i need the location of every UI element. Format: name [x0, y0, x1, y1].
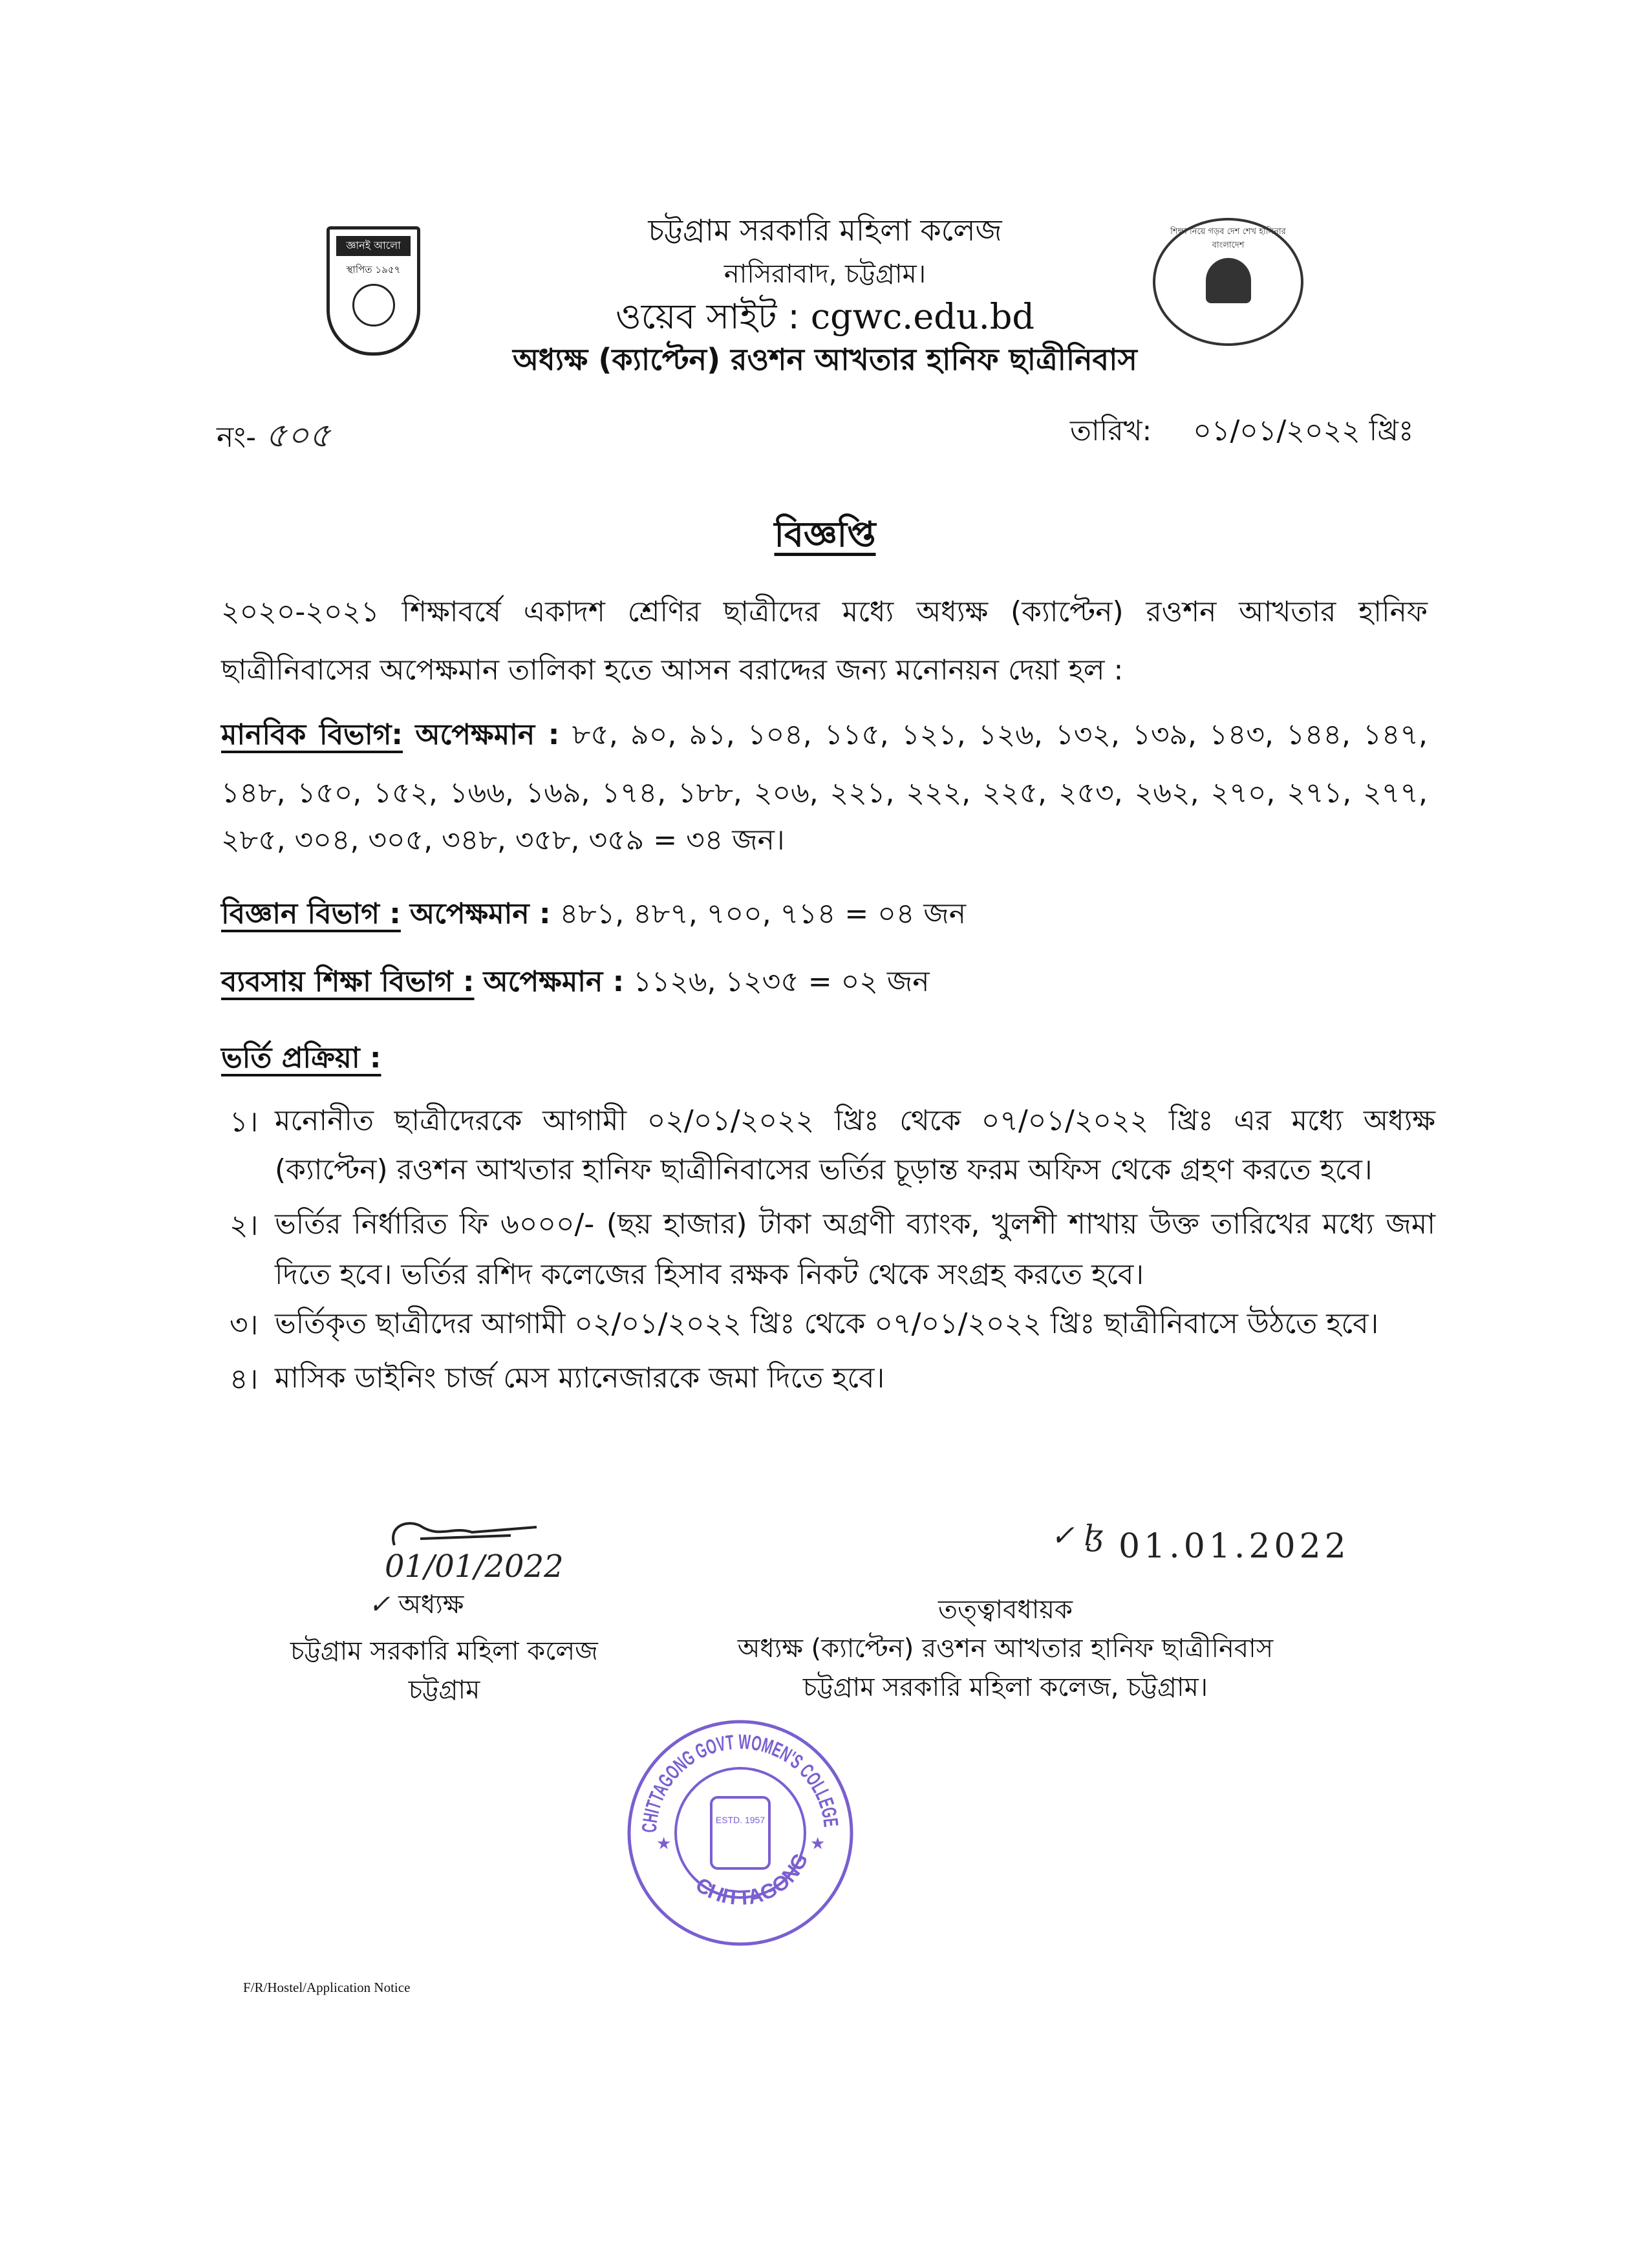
check-mark-icon: ✓: [369, 1590, 391, 1620]
superintendent-org: অধ্যক্ষ (ক্যাপ্টেন) রওশন আখতার হানিফ ছাত্রীনিবাস: [737, 1634, 1274, 1664]
procedure-item-2-line-1: ভর্তির নির্ধারিত ফি ৬০০০/- (ছয় হাজার) টাকা অগ্রণী ব্যাংক, খুলশী শাখায় উক্ত তারিখের মধ্যে জমা: [275, 1208, 1435, 1241]
procedure-item-3-line-1: ভর্তিকৃত ছাত্রীদের আগামী ০২/০১/২০২২ খ্রিঃ থেকে ০৭/০১/২০২২ খ্রিঃ ছাত্রীনিবাসে উঠতে হবে।: [275, 1307, 1379, 1340]
procedure-heading: ভর্তি প্রক্রিয়া :: [221, 1042, 381, 1075]
memo-number: [217, 416, 331, 455]
logo-ring-text: শিক্ষা নিয়ে গড়ব দেশ শেখ হাসিনার বাংলাদেশ: [1170, 227, 1286, 250]
website-url[interactable]: cgwc.edu.bd: [810, 296, 1034, 337]
business-numbers: ১১২৬, ১২৩৫ = ০২ জন: [633, 965, 930, 998]
science-numbers: ৪৮১, ৪৮৭, ৭০০, ৭১৪ = ০৪ জন: [559, 897, 967, 930]
memo-number-handwritten: ৫০৫: [265, 416, 331, 455]
principal-title-text: অধ্যক্ষ: [398, 1590, 464, 1620]
college-address: নাসিরাবাদ, চট্টগ্রাম।: [723, 259, 927, 289]
stamp-text-top: CHITTAGONG GOVT WOMEN'S COLLEGE: [637, 1729, 844, 1834]
hostel-name: অধ্যক্ষ (ক্যাপ্টেন) রওশন আখতার হানিফ ছাত্রীনিবাস: [513, 342, 1137, 377]
tree-book-icon: [1206, 258, 1251, 303]
science-line: [221, 897, 967, 930]
humanities-name: মানবিক বিভাগ:: [221, 718, 403, 751]
humanities-label: অপেক্ষমান :: [415, 718, 560, 751]
business-label: অপেক্ষমান :: [483, 965, 625, 998]
date-value: ০১/০১/২০২২ খ্রিঃ: [1193, 414, 1414, 447]
superintendent-title: তত্ত্বাবধায়ক: [938, 1595, 1073, 1625]
college-seal-stamp: [624, 1717, 857, 1949]
procedure-item-1-num: ১।: [230, 1106, 259, 1139]
intro-line-1: ২০২০-২০২১ শিক্ষাবর্ষে একাদশ শ্রেণির ছাত্রীদের মধ্যে অধ্যক্ষ (ক্যাপ্টেন) রওশন আখতার হানিফ: [221, 595, 1428, 628]
stamp-estd: ESTD. 1957: [715, 1815, 766, 1825]
humanities-line-2: ১৪৮, ১৫০, ১৫২, ১৬৬, ১৬৯, ১৭৪, ১৮৮, ২০৬, ২২১, ২২২, ২২৫, ২৫৩, ২৬২, ২৭০, ২৭১, ২৭৭,: [221, 776, 1428, 809]
website-label: ওয়েব সাইট :: [616, 296, 800, 337]
college-name: চট্টগ্রাম সরকারি মহিলা কলেজ: [648, 213, 1002, 248]
principal-handwritten-date: 01/01/2022: [385, 1548, 564, 1585]
procedure-item-3-num: ৩।: [230, 1309, 259, 1342]
principal-title: [369, 1592, 464, 1618]
logo-estd: স্থাপিত ১৯৫৭: [346, 264, 401, 275]
procedure-item-1-line-2: (ক্যাপ্টেন) রওশন আখতার হানিফ ছাত্রীনিবাসের ভর্তির চূড়ান্ত ফরম অফিস থেকে গ্রহণ করতে হবে।: [275, 1153, 1373, 1186]
logo-motto: জ্ঞানই আলো: [336, 236, 411, 256]
memo-number-label: নং-: [217, 421, 257, 454]
date-label: তারিখ:: [1070, 414, 1152, 447]
humanities-line-1: [221, 718, 1428, 751]
science-name: বিজ্ঞান বিভাগ :: [221, 897, 401, 930]
stamp-star-icon: ★: [810, 1834, 826, 1854]
business-name: ব্যবসায় শিক্ষা বিভাগ :: [221, 965, 475, 998]
procedure-item-1-line-1: মনোনীত ছাত্রীদেরকে আগামী ০২/০১/২০২২ খ্রিঃ থেকে ০৭/০১/২০২২ খ্রিঃ এর মধ্যে অধ্যক্ষ: [275, 1104, 1435, 1137]
memo-date: [1070, 414, 1414, 447]
superintendent-initials: ✓ ɮ: [1051, 1519, 1104, 1552]
stamp-shield-icon: [711, 1797, 769, 1868]
procedure-item-2-num: ২।: [230, 1209, 259, 1242]
procedure-item-2-line-2: দিতে হবে। ভর্তির রশিদ কলেজের হিসাব রক্ষক নিকট থেকে সংগ্রহ করতে হবে।: [275, 1258, 1144, 1291]
business-line: [221, 965, 930, 998]
footer-code: F/R/Hostel/Application Notice: [243, 1980, 411, 1995]
humanities-line-3: ২৮৫, ৩০৪, ৩০৫, ৩৪৮, ৩৫৮, ৩৫৯ = ৩৪ জন।: [221, 824, 785, 857]
science-label: অপেক্ষমান :: [409, 897, 551, 930]
procedure-item-4-line-1: মাসিক ডাইনিং চার্জ মেস ম্যানেজারকে জমা দিতে হবে।: [275, 1362, 885, 1395]
humanities-numbers-1: ৮৫, ৯০, ৯১, ১০৪, ১১৫, ১২১, ১২৬, ১৩২, ১৩৯, ১৪৩, ১৪৪, ১৪৭,: [572, 718, 1428, 751]
procedure-item-4-num: ৪।: [230, 1363, 259, 1396]
superintendent-handwritten-date: 01.01.2022: [1119, 1527, 1350, 1566]
stamp-star-icon: ★: [656, 1834, 672, 1854]
principal-org: চট্টগ্রাম সরকারি মহিলা কলেজ: [290, 1636, 598, 1666]
intro-line-2: ছাত্রীনিবাসের অপেক্ষমান তালিকা হতে আসন বরাদ্দের জন্য মনোনয়ন দেয়া হল :: [221, 654, 1124, 687]
notice-title: বিজ্ঞপ্তি: [774, 514, 876, 555]
superintendent-city: চট্টগ্রাম সরকারি মহিলা কলেজ, চট্টগ্রাম।: [802, 1673, 1208, 1702]
government-logo-right: [1153, 218, 1303, 346]
principal-city: চট্টগ্রাম: [408, 1675, 480, 1705]
stamp-text-bottom: CHITTAGONG: [691, 1849, 813, 1910]
